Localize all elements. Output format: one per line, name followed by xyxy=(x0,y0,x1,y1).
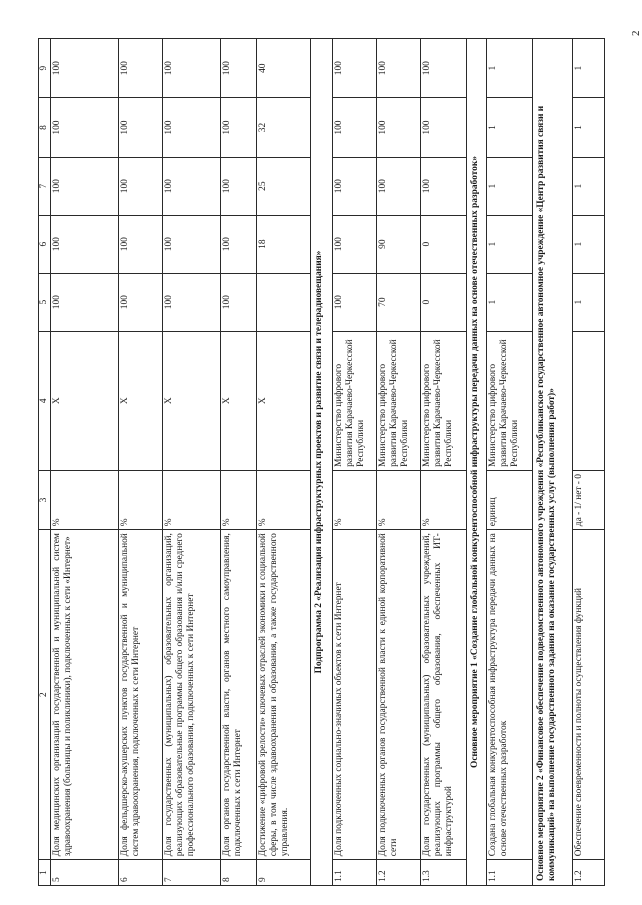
executor xyxy=(573,331,605,470)
section-row xyxy=(533,39,573,886)
value-col5 xyxy=(257,273,311,331)
value-col8: 100 xyxy=(377,98,421,157)
indicator-name: Доля государственных (муниципальных) образовательных организаций, реализующих образовательные программы общего образования и/или среднего профессионального образования, подключенных к сети Интернет xyxy=(163,530,221,860)
value-col9: 1 xyxy=(487,39,533,98)
header-cell: 8 xyxy=(39,98,51,157)
unit: % xyxy=(163,470,221,529)
value-col9: 40 xyxy=(257,39,311,98)
unit: % xyxy=(51,470,119,529)
section-row xyxy=(311,39,333,886)
header-cell: 6 xyxy=(39,215,51,273)
value-col5: 100 xyxy=(333,273,377,331)
row-number: 1.2 xyxy=(573,860,605,886)
value-col5: 1 xyxy=(487,273,533,331)
value-col7: 1 xyxy=(573,157,605,215)
value-col6: 90 xyxy=(377,215,421,273)
value-col8: 100 xyxy=(221,98,257,157)
table-row xyxy=(487,39,533,886)
value-col7: 100 xyxy=(421,157,467,215)
header-cell: 7 xyxy=(39,157,51,215)
table-row xyxy=(119,39,163,886)
value-col9: 100 xyxy=(421,39,467,98)
executor: Х xyxy=(119,331,163,470)
measure-title: Основное мероприятие 2 «Финансовое обеспечение подведомственного автономного учреждения «Республиканское государственное автономное учреждение «Центр развития связи и коммуникаций» на выполнение государственного задания на оказание государственных услуг (выполнения работ)» xyxy=(533,39,573,886)
page-number: 2 xyxy=(630,30,642,36)
value-col9: 100 xyxy=(221,39,257,98)
value-col7: 100 xyxy=(119,157,163,215)
indicator-name: Доля медицинских организаций государственной и муниципальной систем здравоохранения (больницы и поликлиники), подключенных к сети «Интернет» xyxy=(51,530,119,860)
value-col8: 100 xyxy=(333,98,377,157)
value-col7: 100 xyxy=(221,157,257,215)
unit: % xyxy=(221,470,257,529)
unit: % xyxy=(119,470,163,529)
value-col9: 100 xyxy=(119,39,163,98)
header-cell: 4 xyxy=(39,331,51,470)
indicator-name: Доля подключенных органов государственной власти к единой корпоративной сети xyxy=(377,530,421,860)
value-col6: 100 xyxy=(333,215,377,273)
row-number: 5 xyxy=(51,860,119,886)
value-col5: 100 xyxy=(221,273,257,331)
value-col6: 100 xyxy=(51,215,119,273)
header-cell: 2 xyxy=(39,530,51,860)
row-number: 1.1 xyxy=(487,860,533,886)
header-row xyxy=(39,39,51,886)
value-col6: 18 xyxy=(257,215,311,273)
value-col7: 100 xyxy=(377,157,421,215)
row-number: 6 xyxy=(119,860,163,886)
executor: Х xyxy=(51,331,119,470)
value-col5: 100 xyxy=(51,273,119,331)
value-col5: 100 xyxy=(119,273,163,331)
value-col8: 1 xyxy=(487,98,533,157)
table-row xyxy=(573,39,605,886)
unit: да - 1/ нет - 0 xyxy=(573,470,605,529)
executor: Министерство цифрового развития Карачаево-Черкесской Республики xyxy=(333,331,377,470)
value-col6: 100 xyxy=(119,215,163,273)
value-col7: 100 xyxy=(333,157,377,215)
indicator-name: Доля подключенных социально-значимых объектов к сети Интернет xyxy=(333,530,377,860)
value-col6: 0 xyxy=(421,215,467,273)
value-col7: 25 xyxy=(257,157,311,215)
rotated-page xyxy=(38,38,602,886)
executor: Министерство цифрового развития Карачаево-Черкесской Республики xyxy=(487,331,533,470)
value-col5: 100 xyxy=(163,273,221,331)
header-cell: 9 xyxy=(39,39,51,98)
executor: Х xyxy=(257,331,311,470)
header-cell: 1 xyxy=(39,860,51,886)
executor: Х xyxy=(221,331,257,470)
value-col5: 0 xyxy=(421,273,467,331)
value-col9: 100 xyxy=(51,39,119,98)
indicator-name: Доля фельдшерско-акушерских пунктов государственной и муниципальной систем здравоохранения, подключенных к сети Интернет xyxy=(119,530,163,860)
header-cell: 5 xyxy=(39,273,51,331)
indicator-name: Доля органов государственной власти, органов местного самоуправления, подключенных к сети Интернет xyxy=(221,530,257,860)
value-col8: 100 xyxy=(421,98,467,157)
value-col9: 100 xyxy=(377,39,421,98)
value-col7: 100 xyxy=(163,157,221,215)
value-col6: 1 xyxy=(487,215,533,273)
value-col9: 100 xyxy=(333,39,377,98)
table-row xyxy=(421,39,467,886)
subprogram-title: Подпрограмма 2 «Реализация инфраструктурных проектов и развитие связи и телерадиовещания» xyxy=(311,39,333,886)
row-number: 1.3 xyxy=(421,860,467,886)
value-col8: 100 xyxy=(51,98,119,157)
value-col9: 100 xyxy=(163,39,221,98)
row-number: 1.1 xyxy=(333,860,377,886)
unit: % xyxy=(257,470,311,529)
value-col8: 100 xyxy=(119,98,163,157)
unit: % xyxy=(377,470,421,529)
table-row xyxy=(221,39,257,886)
unit: единиц xyxy=(487,470,533,529)
executor: Министерство цифрового развития Карачаево-Черкесской Республики xyxy=(377,331,421,470)
value-col5: 1 xyxy=(573,273,605,331)
value-col8: 1 xyxy=(573,98,605,157)
value-col6: 1 xyxy=(573,215,605,273)
value-col8: 100 xyxy=(163,98,221,157)
unit: % xyxy=(421,470,467,529)
unit: % xyxy=(333,470,377,529)
header-cell: 3 xyxy=(39,470,51,529)
row-number: 8 xyxy=(221,860,257,886)
value-col9: 1 xyxy=(573,39,605,98)
executor: Министерство цифрового развития Карачаево-Черкесской Республики xyxy=(421,331,467,470)
section-row xyxy=(467,39,487,886)
row-number: 7 xyxy=(163,860,221,886)
table-row xyxy=(163,39,221,886)
row-number: 1.2 xyxy=(377,860,421,886)
table-row xyxy=(257,39,311,886)
value-col7: 1 xyxy=(487,157,533,215)
indicator-name: Обеспечение своевременности и полноты осуществления функций xyxy=(573,530,605,860)
value-col6: 100 xyxy=(163,215,221,273)
indicators-table xyxy=(38,38,605,886)
indicator-name: Создана глобальная конкурентоспособная инфраструктура передачи данных на основе отечественных разработок xyxy=(487,530,533,860)
value-col8: 32 xyxy=(257,98,311,157)
value-col6: 100 xyxy=(221,215,257,273)
indicator-name: Достижение «цифровой зрелости» ключевых отраслей экономики и социальной сферы, в том числе здравоохранения и образования, а также государственного управления. xyxy=(257,530,311,860)
row-number: 9 xyxy=(257,860,311,886)
table-row xyxy=(377,39,421,886)
value-col7: 100 xyxy=(51,157,119,215)
table-row xyxy=(333,39,377,886)
value-col5: 70 xyxy=(377,273,421,331)
table-row xyxy=(51,39,119,886)
measure-title: Основное мероприятие 1 «Создание глобальной конкурентоспособной инфраструктуры передачи данных на основе отечественных разработок» xyxy=(467,39,487,886)
executor: Х xyxy=(163,331,221,470)
indicator-name: Доля государственных (муниципальных) образовательных учреждений, реализующих программы общего образования, обеспеченных ИТ-инфраструктурой xyxy=(421,530,467,860)
